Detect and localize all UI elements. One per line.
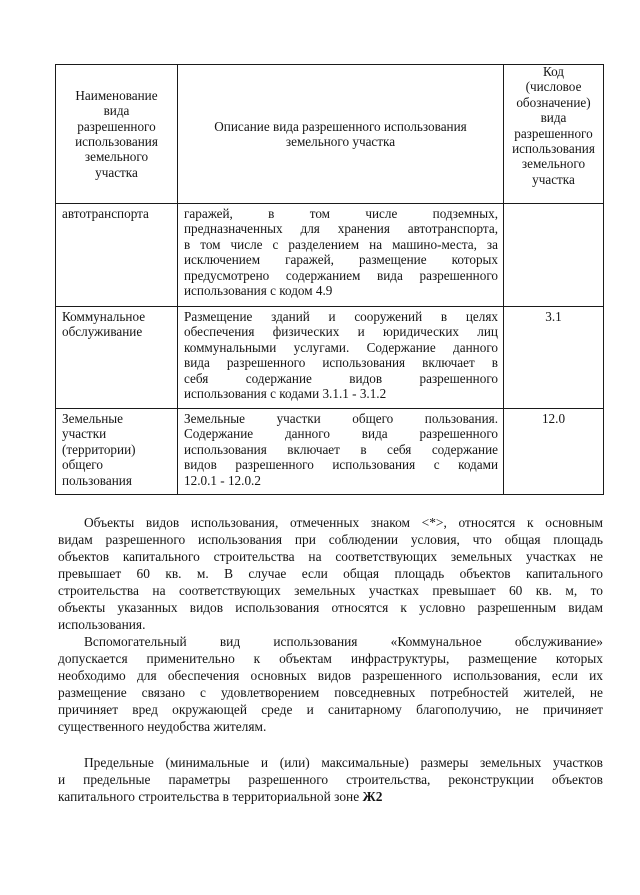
header-text-line: обозначение) — [516, 94, 591, 110]
header-row-divider — [55, 203, 604, 204]
paragraph-line-text: капитального строительства в территориальной зоне — [58, 789, 360, 804]
cell-text-line: Содержание данного вида разрешенного — [184, 426, 498, 442]
cell-text-line: предназначенных для хранения автотранспорта, — [184, 221, 498, 237]
cell-text-line: использования с кодом 4.9 — [184, 283, 333, 299]
cell-text-line: 12.0 — [541, 411, 566, 426]
row-divider — [55, 306, 604, 307]
cell-text-line: вида разрешенного использования включает в — [184, 355, 498, 371]
header-text-line: земельного — [84, 149, 149, 165]
header-text-line: (числовое — [525, 79, 582, 95]
header-description — [178, 65, 503, 203]
header-text-line: земельного участка — [285, 134, 396, 149]
paragraph-line: объекты указанных видов использования относятся к условно разрешенным видам — [58, 600, 603, 615]
cell-text-line: участки — [62, 426, 107, 442]
row-description-cell — [178, 206, 503, 298]
row-name-cell — [56, 309, 177, 340]
paragraph-line: существенного неудобства жителям. — [58, 719, 267, 734]
cell-text-line: Коммунальное — [62, 309, 146, 324]
paragraph-line: Предельные (минимальные и (или) максимальные) размеры земельных участков — [84, 755, 603, 770]
cell-text-line: исключением гаражей, размещение которых — [184, 252, 498, 268]
header-text-line: Наименование — [75, 87, 158, 103]
cell-text-line: общего — [62, 457, 103, 473]
paragraph-line — [58, 788, 603, 805]
row-description-cell — [178, 411, 503, 488]
row-description-cell — [178, 309, 503, 401]
paragraph-line: видам разрешенного использования при соблюдении условия, что общая площадь — [58, 532, 603, 547]
header-text-line: разрешенного — [77, 118, 156, 134]
cell-text-line: коммунальными услугами. Содержание данного — [184, 339, 498, 355]
table-border-right — [603, 64, 604, 495]
header-code — [504, 64, 603, 203]
cell-text-line: себя содержание видов разрешенного — [184, 370, 498, 386]
header-text-line: вида — [540, 110, 567, 126]
cell-text-line: Размещение зданий и сооружений в целях — [184, 309, 498, 324]
row-name-cell — [56, 411, 177, 488]
cell-text-line: предусмотрено содержанием вида разрешенного — [184, 267, 498, 283]
paragraph-line: Вспомогательный вид использования «Коммунальное обслуживание» — [84, 634, 603, 649]
cell-text-line: 12.0.1 - 12.0.2 — [184, 472, 261, 488]
paragraph-line: необходимо для обеспечения основных видов разрешенного использования, если их — [58, 668, 603, 683]
header-text-line: Код — [542, 64, 565, 79]
paragraph-line: строительства на соответствующих земельных участках превышает 60 кв. м, то — [58, 583, 603, 598]
paragraph-line: использования. — [58, 617, 146, 632]
header-text-line: разрешенного — [514, 125, 593, 141]
paragraph-line: размещение связано с удовлетворением повседневных потребностей жителей, не — [58, 685, 603, 700]
paragraph-conditional-note — [58, 514, 603, 633]
header-text-line: использования — [75, 134, 158, 149]
cell-text-line: видов разрешенного использования с кодами — [184, 457, 498, 473]
cell-text-line: Земельные участки общего пользования. — [184, 411, 498, 426]
header-text-line: Описание вида разрешенного использования — [214, 118, 467, 134]
row-code-cell — [504, 309, 603, 324]
paragraph-line: допускается применительно к объектам инфраструктуры, размещение которых — [58, 651, 603, 666]
row-code-cell — [504, 411, 603, 426]
cell-text-line: Земельные — [62, 411, 124, 426]
header-text-line: участка — [95, 164, 138, 180]
header-text-line: участка — [532, 171, 575, 187]
header-name — [56, 65, 177, 203]
paragraph-auxiliary-use — [58, 633, 603, 735]
paragraph-limit-parameters — [58, 754, 603, 805]
row-divider — [55, 408, 604, 409]
paragraph-line: причиняет вред окружающей среде и санитарному благополучию, не причиняет — [58, 702, 603, 717]
paragraph-line: превышает 60 кв. м. В случае если общая площадь объектов капитального — [58, 566, 603, 581]
cell-text-line: гаражей, в том числе подземных, — [184, 206, 498, 221]
cell-text-line: использования с кодами 3.1.1 - 3.1.2 — [184, 386, 387, 402]
cell-text-line: обеспечения физических и юридических лиц — [184, 324, 498, 340]
cell-text-line: (территории) — [62, 441, 136, 457]
cell-text-line: обслуживание — [62, 324, 143, 340]
cell-text-line: пользования — [62, 472, 132, 488]
cell-text-line: использования включает в себя содержание — [184, 441, 498, 457]
table-border-bottom — [55, 494, 604, 495]
header-text-line: вида — [103, 103, 130, 119]
cell-text-line: в том числе с разделением на машино-места, за — [184, 236, 498, 252]
paragraph-line: и предельные параметры разрешенного строительства, реконструкции объектов — [58, 772, 603, 787]
paragraph-line: объектов капитального строительства на соответствующих земельных участках не — [58, 549, 603, 564]
paragraph-line: Объекты видов использования, отмеченных знаком <*>, относятся к основным — [84, 515, 603, 530]
row-name-cell — [56, 206, 177, 221]
cell-text-line: автотранспорта — [62, 206, 149, 221]
header-text-line: использования — [512, 141, 595, 157]
header-text-line: земельного — [521, 156, 586, 172]
land-use-table — [55, 64, 604, 495]
zone-code: Ж2 — [362, 789, 383, 804]
cell-text-line: 3.1 — [545, 309, 562, 324]
